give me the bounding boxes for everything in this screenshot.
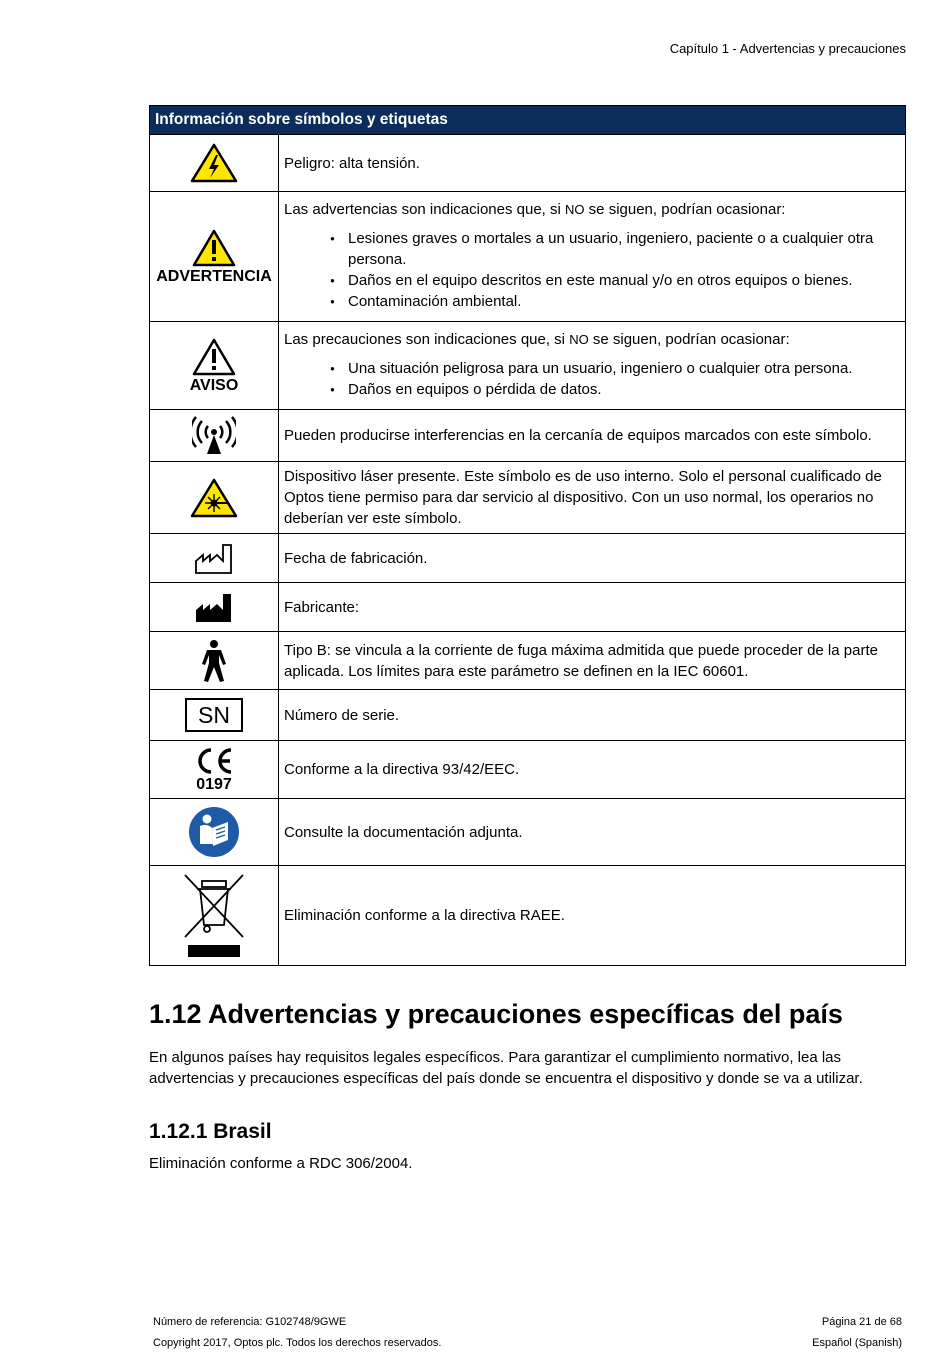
symbol-label: AVISO xyxy=(189,376,239,394)
manufacturer-icon xyxy=(194,590,234,624)
row-text: Consulte la documentación adjunta. xyxy=(279,799,906,866)
row-text: Eliminación conforme a la directiva RAEE. xyxy=(279,866,906,966)
list-item: ● Lesiones graves o mortales a un usuario, ingeniero, paciente o a cualquier otra persona. xyxy=(348,228,900,270)
list-item: ● Contaminación ambiental. xyxy=(348,291,900,312)
date-of-manufacture-icon xyxy=(194,541,234,575)
row-intro: Las advertencias son indicaciones que, si NO se siguen, podrían ocasionar: xyxy=(284,201,786,218)
bullet-list xyxy=(284,358,900,400)
table-row xyxy=(150,192,906,322)
consult-instructions-icon xyxy=(188,806,240,858)
type-b-applied-part-icon xyxy=(199,639,229,683)
table-row xyxy=(150,322,906,410)
chapter-header: Capítulo 1 - Advertencias y precauciones xyxy=(669,41,906,56)
serial-number-icon: SN xyxy=(185,698,243,732)
subsection-heading: 1.12.1 Brasil xyxy=(149,1120,272,1143)
row-text: Número de serie. xyxy=(279,690,906,741)
table-row xyxy=(150,690,906,741)
subsection-paragraph: Eliminación conforme a RDC 306/2004. xyxy=(149,1155,413,1172)
weee-bin-icon xyxy=(183,873,245,959)
caution-icon xyxy=(191,337,237,377)
non-ionizing-radiation-icon xyxy=(192,416,236,456)
row-text: Conforme a la directiva 93/42/EEC. xyxy=(279,741,906,799)
copyright: Copyright 2017, Optos plc. Todos los derechos reservados. xyxy=(153,1337,442,1349)
table-title: Información sobre símbolos y etiquetas xyxy=(150,106,906,135)
list-item: ● Una situación peligrosa para un usuario, ingeniero o cualquier otra persona. xyxy=(348,358,900,379)
table-row xyxy=(150,135,906,192)
high-voltage-icon xyxy=(189,142,239,184)
symbol-label: ADVERTENCIA xyxy=(156,267,272,285)
notified-body-number: 0197 xyxy=(196,775,232,793)
row-text: Fabricante: xyxy=(279,583,906,632)
section-heading: 1.12 Advertencias y precauciones específicas del país xyxy=(149,999,843,1029)
ce-mark-icon xyxy=(193,746,235,776)
row-text: Dispositivo láser presente. Este símbolo es de uso interno. Solo el personal cualificado de Optos tiene permiso para dar servicio al dispositivo. Con un uso normal, los operarios no deberían ver este símbolo. xyxy=(279,462,906,534)
symbols-table xyxy=(149,105,906,966)
table-row xyxy=(150,741,906,799)
table-row xyxy=(150,632,906,690)
row-text: Tipo B: se vincula a la corriente de fuga máxima admitida que puede proceder de la parte aplicada. Los límites para este parámetro se definen en la IEC 60601. xyxy=(279,632,906,690)
warning-icon xyxy=(191,228,237,268)
page-number: Página 21 de 68 xyxy=(821,1316,902,1328)
laser-icon xyxy=(189,477,239,519)
row-text: Peligro: alta tensión. xyxy=(279,135,906,192)
row-text: Fecha de fabricación. xyxy=(279,534,906,583)
row-intro: Las precauciones son indicaciones que, si NO se siguen, podrían ocasionar: xyxy=(284,331,790,348)
table-row xyxy=(150,534,906,583)
table-row xyxy=(150,462,906,534)
reference-number: Número de referencia: G102748/9GWE xyxy=(153,1316,347,1328)
list-item: ● Daños en equipos o pérdida de datos. xyxy=(348,379,900,400)
row-text: Pueden producirse interferencias en la cercanía de equipos marcados con este símbolo. xyxy=(279,410,906,462)
table-row xyxy=(150,866,906,966)
list-item: ● Daños en el equipo descritos en este manual y/o en otros equipos o bienes. xyxy=(348,270,900,291)
section-paragraph: En algunos países hay requisitos legales específicos. Para garantizar el cumplimiento normativo, lea las advertencias y precauciones específicas del país donde se encuentra el dispositivo y donde se va a utilizar. xyxy=(149,1049,863,1087)
table-row xyxy=(150,410,906,462)
table-row xyxy=(150,799,906,866)
language: Español (Spanish) xyxy=(812,1337,902,1349)
table-row xyxy=(150,583,906,632)
bullet-list xyxy=(284,228,900,312)
